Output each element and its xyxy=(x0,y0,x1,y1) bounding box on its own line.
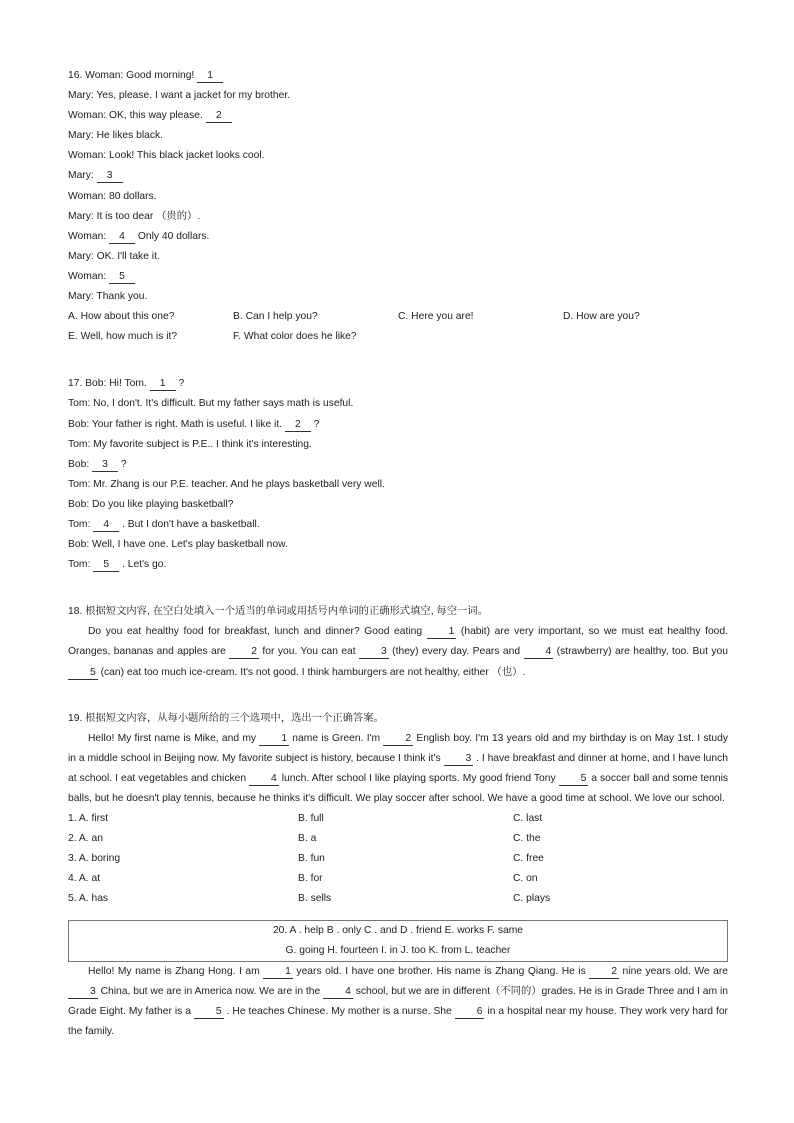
q19-option-4-c: C. on xyxy=(513,873,538,885)
q16-blank-3: 3 xyxy=(97,170,123,183)
q19-option-2-c: C. the xyxy=(513,833,541,845)
q17-line-text: Bob: Do you like playing basketball? xyxy=(68,498,234,510)
q16-line-text: Woman: 80 dollars. xyxy=(68,190,157,202)
q17-dialogue-line xyxy=(68,455,728,475)
q17-line-text: Bob: Well, I have one. Let's play basketball now. xyxy=(68,539,288,551)
q17-dialogue-line xyxy=(68,435,728,455)
q17-line-text: ? xyxy=(310,418,320,430)
q20-blank-2: 2 xyxy=(589,966,619,979)
q19-option-row xyxy=(68,829,728,849)
q16-line-text: Woman: xyxy=(68,230,110,242)
q16-dialogue-line xyxy=(68,247,728,267)
q18-text: (can) eat too much ice-cream. It's not good. I think hamburgers are not healthy, either （也）. xyxy=(97,666,526,678)
q19-options xyxy=(68,809,728,909)
q17-line-text: Bob: xyxy=(68,458,93,470)
q16-line-text: Mary: He likes black. xyxy=(68,130,163,142)
q16-options-row-2 xyxy=(68,327,728,347)
q16-dialogue-line xyxy=(68,146,728,166)
q20-text: nine years old. We are xyxy=(619,965,728,977)
q16-line-text: Mary: xyxy=(68,170,97,182)
q17-line-text: 17. Bob: Hi! Tom. xyxy=(68,378,150,390)
q17-line-text: Bob: Your father is right. Math is useful. I like it. xyxy=(68,418,285,430)
q20-word-box-line-2: G. going H. fourteen I. in J. too K. from L. teacher xyxy=(285,944,511,956)
q17-line-text: Tom: My favorite subject is P.E.. I think it's interesting. xyxy=(68,438,312,450)
q16-blank-1: 1 xyxy=(197,70,223,83)
q19-text: English boy. I'm 13 years old and my birthday is on May 1st. I study in a middle school in Beijing now. My favorite subject is history, because I think it's xyxy=(68,732,728,764)
q18-passage xyxy=(68,622,728,682)
q17-line-text: . Let's go. xyxy=(119,559,167,571)
q17-dialogue-line xyxy=(68,475,728,495)
q16-line-text: Mary: Thank you. xyxy=(68,291,148,303)
q16-option-c: C. Here you are! xyxy=(398,311,474,323)
q19-option-1-a: 1. A. first xyxy=(68,813,109,825)
question-16 xyxy=(68,66,728,307)
q19-option-row xyxy=(68,809,728,829)
q17-line-text: Tom: xyxy=(68,518,94,530)
q19-text: . I have breakfast and dinner at home, and I have lunch at school. I eat vegetables and chicken xyxy=(68,752,729,784)
q16-option-d: D. How are you? xyxy=(563,311,640,323)
spacer xyxy=(68,683,728,709)
q19-text: a soccer ball and some tennis balls, but he doesn't play tennis, because he thinks it's difficult. We play soccer after school. We have a good time at school. We love our school. xyxy=(68,772,728,804)
q17-dialogue-line xyxy=(68,515,728,535)
q19-option-1-c: C. last xyxy=(513,813,543,825)
q16-line-text: Woman: xyxy=(68,270,110,282)
q19-option-5-c: C. plays xyxy=(513,893,551,905)
q19-option-2-a: 2. A. an xyxy=(68,833,103,845)
q17-dialogue-line xyxy=(68,495,728,515)
q19-option-row xyxy=(68,869,728,889)
q16-option-b: B. Can I help you? xyxy=(233,311,318,323)
q20-text: Hello! My name is Zhang Hong. I am xyxy=(88,965,264,977)
q20-blank-1: 1 xyxy=(263,966,293,979)
q16-dialogue-line xyxy=(68,66,728,86)
spacer xyxy=(68,575,728,602)
q19-blank-3: 3 xyxy=(444,753,474,766)
q20-text: school, but we are in different（不同的）grades. He is in Grade Three and I am in Grade Eight. My father is a xyxy=(68,985,728,1017)
q16-line-text: Mary: It is too dear （贵的）. xyxy=(68,210,201,222)
q16-dialogue-line xyxy=(68,126,728,146)
q17-blank-4: 4 xyxy=(93,519,119,532)
q18-blank-5: 5 xyxy=(68,667,98,680)
q20-word-box xyxy=(68,920,728,962)
q16-dialogue-line xyxy=(68,166,728,186)
q17-line-text: ? xyxy=(175,378,185,390)
q20-text: in a hospital near my house. They work very hard for the family. xyxy=(68,1005,728,1038)
q19-option-row xyxy=(68,889,728,909)
q16-options-row-1 xyxy=(68,307,728,327)
q17-line-text: Tom: Mr. Zhang is our P.E. teacher. And he plays basketball very well. xyxy=(68,478,385,490)
q18-blank-2: 2 xyxy=(229,646,259,659)
q19-option-3-c: C. free xyxy=(513,853,544,865)
q16-line-text: 16. Woman: Good morning! xyxy=(68,70,198,81)
q16-dialogue-line xyxy=(68,106,728,126)
q17-dialogue-line xyxy=(68,555,728,575)
q20-passage xyxy=(68,962,728,1042)
q16-line-text: Woman: OK, this way please. xyxy=(68,110,206,122)
q18-text: Do you eat healthy food for breakfast, lunch and dinner? Good eating xyxy=(88,626,427,638)
q19-option-1-b: B. full xyxy=(298,813,324,825)
q20-text: years old. I have one brother. His name is Zhang Qiang. He is xyxy=(292,965,590,977)
q18-text: (strawberry) are healthy, too. But you xyxy=(553,646,728,658)
q19-passage xyxy=(68,729,728,809)
q16-dialogue-line xyxy=(68,187,728,207)
q19-option-4-b: B. for xyxy=(298,873,323,885)
q19-text: name is Green. I'm xyxy=(289,732,384,744)
q18-blank-1: 1 xyxy=(427,626,457,639)
q16-dialogue-line xyxy=(68,227,728,247)
q17-dialogue-line xyxy=(68,535,728,555)
q16-line-text: Only 40 dollars. xyxy=(135,230,210,242)
q19-option-5-b: B. sells xyxy=(298,893,332,905)
q16-line-text: Woman: Look! This black jacket looks cool. xyxy=(68,150,265,162)
q16-line-text: Mary: OK. I'll take it. xyxy=(68,250,160,262)
q17-line-text: Tom: xyxy=(68,559,94,571)
q17-dialogue-line xyxy=(68,374,728,394)
q16-dialogue-line xyxy=(68,267,728,287)
q18-instruction: 18. 根据短文内容, 在空白处填入一个适当的单词或用括号内单词的正确形式填空, 每空一词。 xyxy=(68,606,488,618)
q20-blank-3: 3 xyxy=(68,986,98,999)
question-17 xyxy=(68,374,728,575)
q19-option-2-b: B. a xyxy=(298,833,317,845)
q19-text: lunch. After school I like playing sports. My good friend Tony xyxy=(278,772,559,784)
q19-instruction: 19. 根据短文内容，从每小题所给的三个选项中，选出一个正确答案。 xyxy=(68,712,384,724)
q18-blank-4: 4 xyxy=(524,646,554,659)
q19-option-4-a: 4. A. at xyxy=(68,873,101,885)
q17-blank-3: 3 xyxy=(92,459,118,472)
q20-text: . He teaches Chinese. My mother is a nurse. She xyxy=(223,1005,455,1017)
spacer xyxy=(68,347,728,374)
q19-blank-1: 1 xyxy=(259,733,289,746)
q17-line-text: . But I don't have a basketball. xyxy=(119,518,260,530)
q16-blank-2: 2 xyxy=(206,110,232,123)
q16-dialogue-line xyxy=(68,86,728,106)
q20-blank-4: 4 xyxy=(323,986,353,999)
q17-line-text: Tom: No, I don't. It's difficult. But my father says math is useful. xyxy=(68,398,354,410)
q20-text: China, but we are in America now. We are in the xyxy=(97,985,324,997)
q20-blank-6: 6 xyxy=(455,1006,485,1019)
q19-option-3-b: B. fun xyxy=(298,853,325,865)
worksheet-page xyxy=(68,66,728,1042)
q19-blank-2: 2 xyxy=(383,733,413,746)
q16-option-f: F. What color does he like? xyxy=(233,331,357,343)
q18-blank-3: 3 xyxy=(359,646,389,659)
q17-dialogue-line xyxy=(68,394,728,414)
q19-text: Hello! My first name is Mike, and my xyxy=(88,732,260,744)
q16-dialogue-line xyxy=(68,207,728,227)
q16-blank-4: 4 xyxy=(109,231,135,244)
q16-option-e: E. Well, how much is it? xyxy=(68,331,178,343)
q16-dialogue-line xyxy=(68,287,728,307)
q18-text: (they) every day. Pears and xyxy=(388,646,524,658)
q17-blank-5: 5 xyxy=(93,559,119,572)
q20-word-box-line-1: 20. A . help B . only C . and D . friend E. works F. same xyxy=(272,924,524,936)
q19-blank-5: 5 xyxy=(559,773,589,786)
q20-blank-5: 5 xyxy=(194,1006,224,1019)
q17-dialogue-line xyxy=(68,415,728,435)
q16-blank-5: 5 xyxy=(109,271,135,284)
q16-line-text: Mary: Yes, please. I want a jacket for my brother. xyxy=(68,90,291,102)
q18-text: for you. You can eat xyxy=(259,646,360,658)
q17-line-text: ? xyxy=(118,458,127,470)
q17-blank-1: 1 xyxy=(150,378,176,391)
q19-blank-4: 4 xyxy=(249,773,279,786)
q16-option-a: A. How about this one? xyxy=(68,311,175,323)
q18-text: (habit) are very important, so we must eat healthy food. Oranges, bananas and apples are xyxy=(68,626,728,658)
q17-blank-2: 2 xyxy=(285,419,311,432)
q19-option-3-a: 3. A. boring xyxy=(68,853,121,865)
q19-option-row xyxy=(68,849,728,869)
q19-option-5-a: 5. A. has xyxy=(68,893,109,905)
